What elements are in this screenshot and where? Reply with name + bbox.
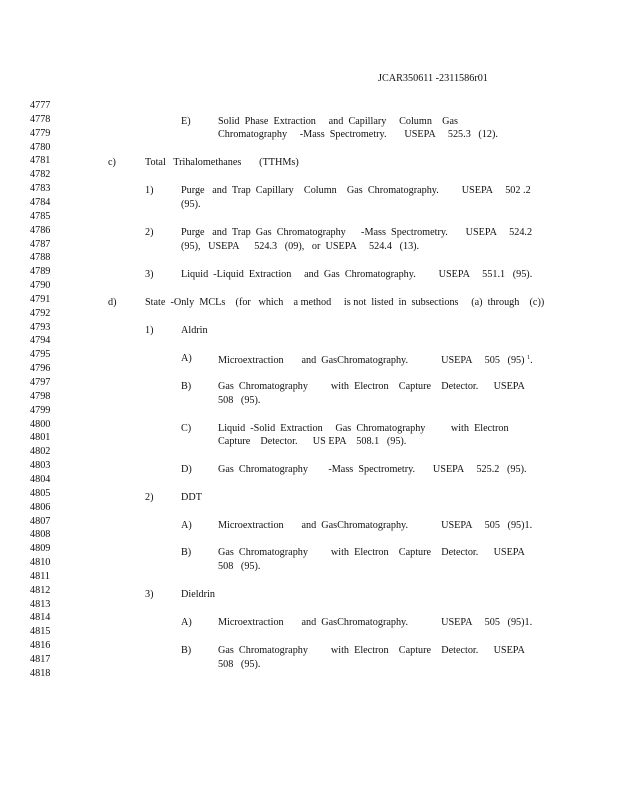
item-text-tail: . (530, 355, 533, 366)
contaminant-title: Dieldrin (181, 589, 215, 600)
line-number: 4783 (30, 183, 51, 195)
line-number: 4779 (30, 127, 51, 139)
line-number: 4789 (30, 266, 51, 278)
line-number: 4803 (30, 460, 51, 472)
line-number: 4818 (30, 667, 51, 679)
item-text: Microextraction and GasChromatography. USEPA 505 (95)1. (218, 520, 533, 531)
line-number: 4808 (30, 529, 51, 541)
line-number: 4797 (30, 377, 51, 388)
line-number: 4781 (30, 155, 51, 167)
line-number: 4807 (30, 515, 51, 527)
line-number: 4798 (30, 390, 51, 402)
item-text: Liquid -Solid Extraction Gas Chromatography with Electron (218, 423, 509, 434)
line-number: 4815 (30, 626, 51, 638)
item-text: 508 (95). (218, 659, 261, 670)
line-number: 4796 (30, 363, 51, 375)
line-number: 4790 (30, 280, 51, 292)
line-number: 4802 (30, 446, 51, 458)
item-label: 2) (145, 492, 154, 503)
line-number: 4794 (30, 335, 51, 347)
item-label: 3) (145, 269, 154, 280)
line-number: 4800 (30, 418, 51, 430)
section-heading: Total Trihalomethanes (TTHMs) (145, 157, 299, 168)
line-number: 4782 (30, 169, 51, 181)
line-number: 4785 (30, 210, 51, 222)
line-number: 4801 (30, 432, 51, 444)
item-text: Gas Chromatography with Electron Capture Detector. USEPA (218, 381, 525, 392)
item-label: 1) (145, 185, 154, 196)
line-number: 4804 (30, 473, 51, 485)
line-number: 4805 (30, 487, 51, 499)
line-number: 4799 (30, 404, 51, 416)
item-text: Purge and Trap Capillary Column Gas Chromatography. USEPA 502 .2 (181, 185, 531, 196)
item-text: (95), USEPA 524.3 (09), or USEPA 524.4 (13). (181, 241, 420, 252)
item-label: A) (181, 353, 192, 364)
line-number: 4792 (30, 307, 51, 319)
item-text: Purge and Trap Gas Chromatography -Mass Spectrometry. USEPA 524.2 (181, 227, 533, 238)
line-number: 4795 (30, 349, 51, 361)
item-label: B) (181, 381, 192, 392)
item-label: 2) (145, 227, 154, 238)
item-label: B) (181, 645, 192, 656)
line-number: 4817 (30, 654, 51, 665)
line-number: 4814 (30, 612, 51, 624)
item-text: Capture Detector. US EPA 508.1 (95). (218, 436, 407, 447)
footnote-marker: 1 (527, 355, 531, 361)
item-text-main: Microextraction and GasChromatography. USEPA 505 (95) (218, 355, 525, 366)
item-text: Gas Chromatography -Mass Spectrometry. USEPA 525.2 (95). (218, 464, 527, 475)
item-label: B) (181, 547, 192, 558)
line-number: 4816 (30, 640, 51, 652)
item-text: (95). (181, 199, 201, 210)
item-text (218, 352, 533, 368)
item-text: Gas Chromatography with Electron Capture Detector. USEPA (218, 645, 525, 656)
contaminant-title: DDT (181, 492, 202, 503)
line-number: 4811 (30, 570, 50, 582)
line-number: 4813 (30, 598, 51, 610)
line-number: 4784 (30, 196, 51, 208)
line-number: 4806 (30, 501, 51, 513)
section-label: d) (108, 297, 117, 308)
line-number: 4786 (30, 224, 51, 236)
item-label: 3) (145, 589, 154, 600)
item-label: E) (181, 116, 191, 127)
item-text: Chromatography -Mass Spectrometry. USEPA 525.3 (12). (218, 129, 498, 140)
item-label: A) (181, 520, 192, 531)
item-text: Gas Chromatography with Electron Capture Detector. USEPA (218, 547, 525, 558)
item-label: C) (181, 423, 192, 434)
item-label: D) (181, 464, 192, 475)
line-number: 4777 (30, 100, 51, 111)
item-label: A) (181, 617, 192, 628)
line-number: 4809 (30, 543, 51, 555)
line-number: 4778 (30, 113, 51, 125)
contaminant-title: Aldrin (181, 325, 208, 336)
section-heading: State -Only MCLs (for which a method is not listed in subsections (a) through (c)) (145, 297, 545, 308)
item-text: Liquid -Liquid Extraction and Gas Chromatography. USEPA 551.1 (95). (181, 269, 533, 280)
item-text: 508 (95). (218, 561, 261, 572)
item-text: 508 (95). (218, 395, 261, 406)
line-number: 4810 (30, 557, 51, 569)
line-number: 4812 (30, 584, 51, 596)
item-text: Solid Phase Extraction and Capillary Column Gas (218, 116, 458, 127)
item-label: 1) (145, 325, 154, 336)
section-label: c) (108, 157, 116, 168)
line-number: 4788 (30, 252, 51, 264)
item-text: Microextraction and GasChromatography. USEPA 505 (95)1. (218, 617, 533, 628)
document-id-header: JCAR350611 -2311586r01 (378, 73, 488, 84)
line-number: 4791 (30, 293, 51, 305)
line-number: 4780 (30, 141, 51, 153)
line-number: 4793 (30, 321, 51, 333)
line-number: 4787 (30, 238, 51, 250)
